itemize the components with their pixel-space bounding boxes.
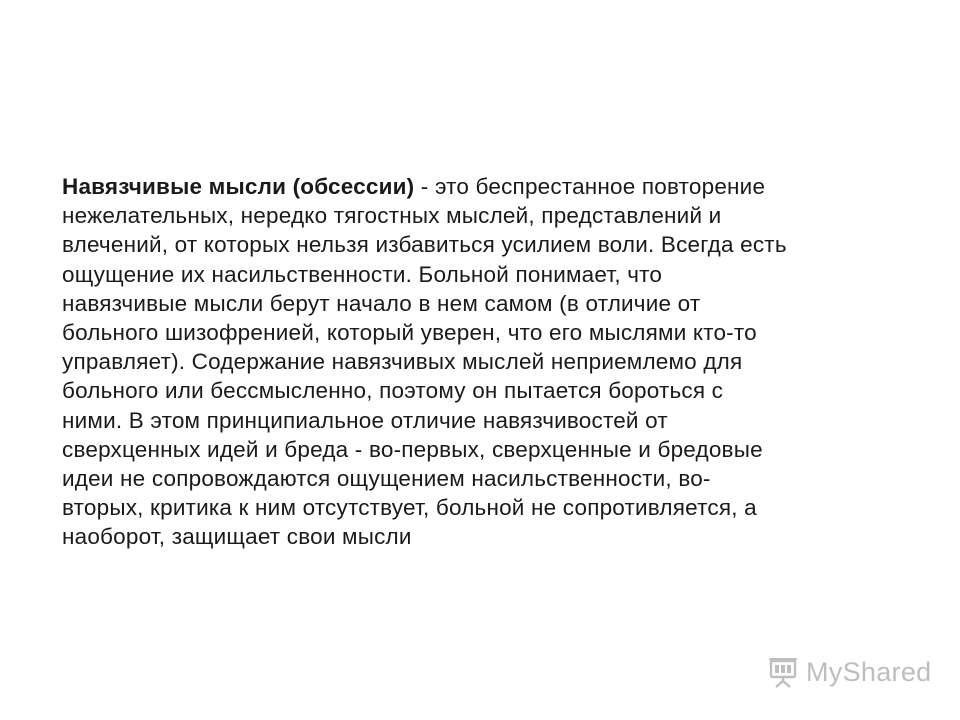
definition-term: Навязчивые мысли (обсессии) [62, 174, 415, 199]
paragraph-line-7: управляет). Содержание навязчивых мыслей неприемлемо для [62, 349, 743, 375]
paragraph-line-1-text: - это беспрестанное повторение [414, 174, 766, 199]
paragraph-line-6: больного шизофренией, который уверен, что его мыслями кто-то [62, 320, 757, 346]
paragraph-line-13: наоборот, защищает свои мысли [62, 524, 412, 550]
paragraph-line-2: нежелательных, нередко тягостных мыслей, представлений и [62, 203, 722, 229]
paragraph-line-3: влечений, от которых нельзя избавиться усилием воли. Всегда есть [62, 232, 787, 258]
watermark-logo [766, 656, 931, 688]
paragraph-line-4: ощущение их насильственности. Больной понимает, что [62, 261, 663, 287]
paragraph-line-9: ними. В этом принципиальное отличие навязчивостей от [62, 407, 668, 433]
paragraph-line-12: вторых, критика к ним отсутствует, больной не сопротивляется, а [62, 495, 757, 521]
paragraph-line-11: идеи не сопровождаются ощущением насильственности, во- [62, 466, 711, 492]
paragraph-line-5: навязчивые мысли берут начало в нем самом (в отличие от [62, 290, 701, 316]
watermark-brand-text: MyShared [806, 656, 932, 687]
paragraph-line-8: больного или бессмысленно, поэтому он пытается бороться с [62, 378, 724, 404]
paragraph-line-10: сверхценных идей и бреда - во-первых, сверхценные и бредовые [62, 436, 763, 462]
definition-paragraph [62, 172, 922, 552]
projector-screen-icon [766, 656, 800, 688]
paragraph-line-1 [62, 172, 922, 201]
